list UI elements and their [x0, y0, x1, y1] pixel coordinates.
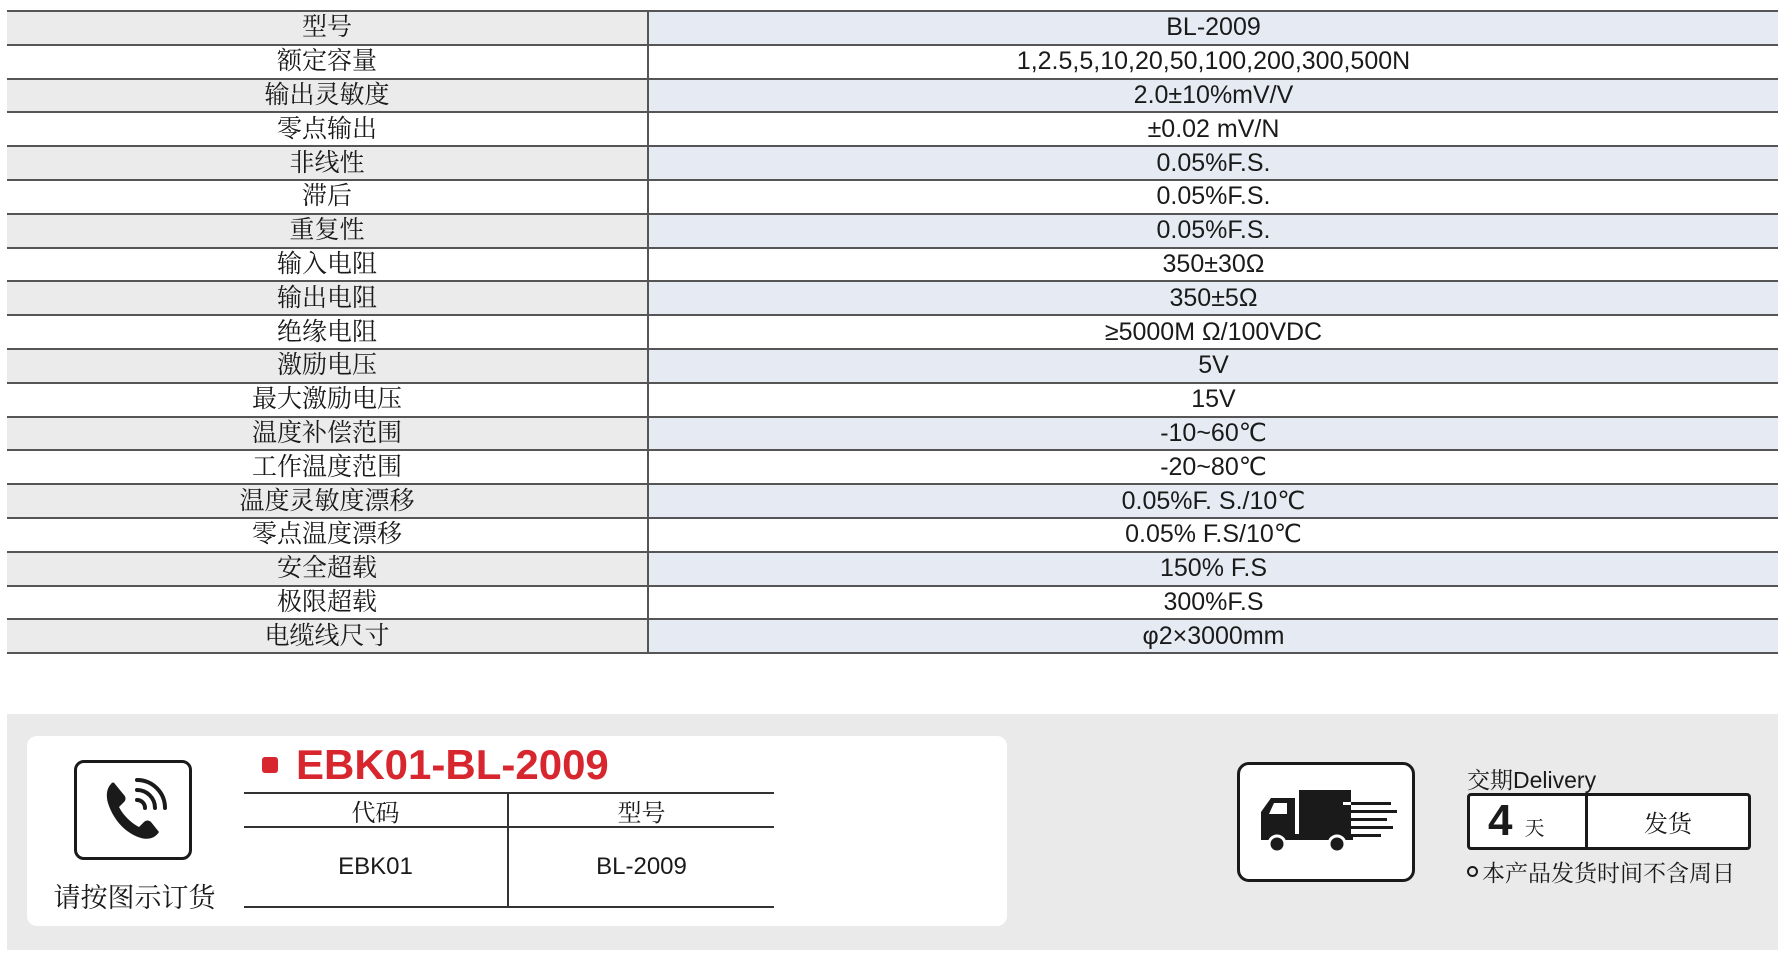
spec-row: [7, 12, 1778, 46]
spec-label: 零点温度漂移: [7, 519, 649, 551]
spec-value: 350±30Ω: [649, 249, 1778, 281]
model-title: [262, 740, 609, 790]
order-code: EBK01: [244, 828, 509, 906]
order-model: BL-2009: [596, 853, 687, 880]
spec-label: 绝缘电阻: [7, 316, 649, 348]
header-model: 型号: [617, 799, 666, 827]
spec-row: [7, 485, 1778, 519]
ship-label: 发货: [1644, 811, 1692, 838]
spec-row: [7, 215, 1778, 249]
spec-row: [7, 80, 1778, 114]
delivery-days: [1470, 796, 1588, 847]
spec-row: [7, 587, 1778, 621]
spec-value: 150% F.S: [649, 553, 1778, 585]
spec-value: ≥5000M Ω/100VDC: [649, 316, 1778, 348]
spec-value: 1,2.5,5,10,20,50,100,200,300,500N: [649, 46, 1778, 78]
spec-value: φ2×3000mm: [649, 620, 1778, 652]
spec-row: [7, 249, 1778, 283]
truck-icon: [1237, 762, 1415, 882]
spec-row: [7, 350, 1778, 384]
spec-label: 额定容量: [7, 46, 649, 78]
spec-row: [7, 147, 1778, 181]
spec-row: [7, 620, 1778, 654]
days-unit: 天: [1524, 818, 1545, 840]
spec-row: [7, 418, 1778, 452]
spec-value: -20~80℃: [649, 451, 1778, 483]
spec-value: BL-2009: [649, 12, 1778, 44]
spec-row: [7, 316, 1778, 350]
circle-bullet-icon: [1467, 866, 1478, 877]
delivery-box: [1467, 793, 1751, 850]
spec-label: 安全超载: [7, 553, 649, 585]
spec-value: 0.05%F.S.: [649, 215, 1778, 247]
spec-value: 350±5Ω: [649, 282, 1778, 314]
bullet-square-icon: [262, 757, 278, 773]
delivery-note: [1467, 855, 1735, 888]
phone-icon: [74, 760, 192, 860]
spec-row: [7, 553, 1778, 587]
spec-value: -10~60℃: [649, 418, 1778, 450]
spec-value: 2.0±10%mV/V: [649, 80, 1778, 112]
spec-value: 15V: [649, 384, 1778, 416]
spec-label: 零点输出: [7, 113, 649, 145]
spec-label: 电缆线尺寸: [7, 620, 649, 652]
spec-label: 型号: [7, 12, 649, 44]
spec-value: 5V: [649, 350, 1778, 382]
spec-row: [7, 519, 1778, 553]
delivery-title: 交期Delivery: [1467, 767, 1597, 793]
spec-value: 0.05%F.S.: [649, 181, 1778, 213]
spec-label: 输入电阻: [7, 249, 649, 281]
spec-table: [7, 10, 1778, 654]
spec-value: 0.05%F.S.: [649, 147, 1778, 179]
order-card: [27, 736, 1007, 926]
spec-label: 温度补偿范围: [7, 418, 649, 450]
spec-row: [7, 46, 1778, 80]
spec-value: 300%F.S: [649, 587, 1778, 619]
spec-label: 激励电压: [7, 350, 649, 382]
spec-value: ±0.02 mV/N: [649, 113, 1778, 145]
days-number: 4: [1488, 796, 1513, 845]
order-table-header: [244, 794, 774, 828]
spec-row: [7, 181, 1778, 215]
spec-label: 极限超载: [7, 587, 649, 619]
order-table-row: [244, 828, 774, 908]
spec-value: 0.05%F. S./10℃: [649, 485, 1778, 517]
spec-row: [7, 451, 1778, 485]
spec-label: 最大激励电压: [7, 384, 649, 416]
spec-label: 输出灵敏度: [7, 80, 649, 112]
order-table: [244, 792, 774, 908]
spec-row: [7, 282, 1778, 316]
spec-label: 输出电阻: [7, 282, 649, 314]
header-code: 代码: [244, 794, 509, 826]
spec-label: 非线性: [7, 147, 649, 179]
order-caption: 请按图示订货: [53, 883, 216, 913]
model-title-text: EBK01-BL-2009: [296, 741, 609, 788]
spec-label: 温度灵敏度漂移: [7, 485, 649, 517]
spec-label: 重复性: [7, 215, 649, 247]
spec-value: 0.05% F.S/10℃: [649, 519, 1778, 551]
delivery-note-text: 本产品发货时间不含周日: [1482, 860, 1735, 886]
spec-row: [7, 113, 1778, 147]
spec-label: 工作温度范围: [7, 451, 649, 483]
ordering-panel: [7, 714, 1778, 950]
spec-row: [7, 384, 1778, 418]
spec-label: 滞后: [7, 181, 649, 213]
